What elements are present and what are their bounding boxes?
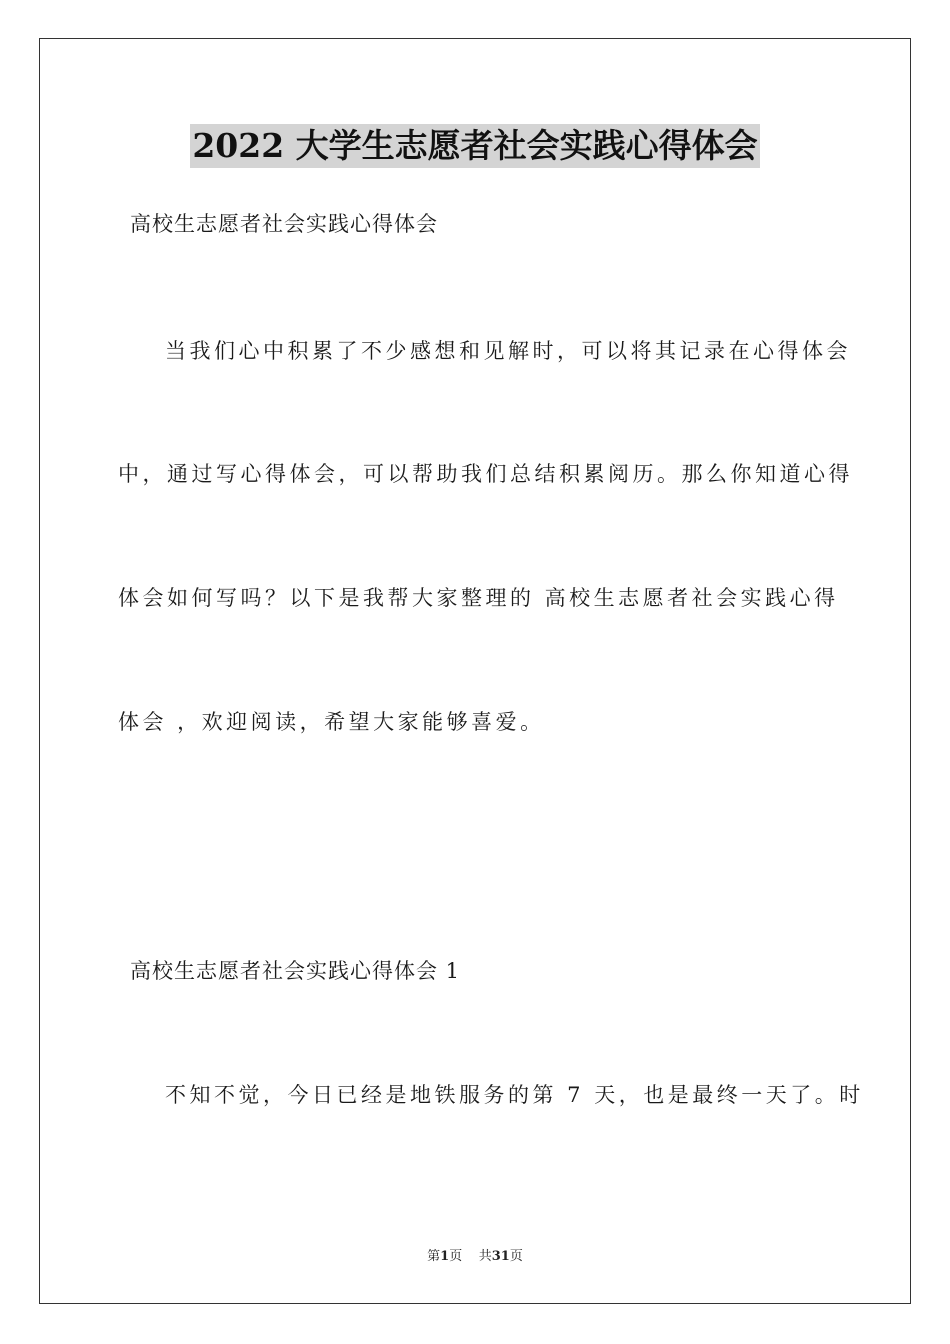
intro-line-2: 中，通过写心得体会，可以帮助我们总结积累阅历。那么你知道心得 (118, 462, 853, 486)
intro-line-3: 体会如何写吗？以下是我帮大家整理的 高校生志愿者社会实践心得 (118, 586, 839, 610)
total-pages: 31 (491, 1249, 510, 1264)
title-container (0, 124, 950, 168)
section-first-line: 不知不觉，今日已经是地铁服务的第 7 天，也是最终一天了。时 (165, 1083, 864, 1107)
intro-line-1: 当我们心中积累了不少感想和见解时，可以将其记录在心得体会 (165, 339, 851, 363)
page-footer (0, 1248, 950, 1266)
section-heading: 高校生志愿者社会实践心得体会 1 (130, 959, 461, 983)
document-title: 2022 大学生志愿者社会实践心得体会 (190, 124, 759, 168)
intro-line-4: 体会 ，欢迎阅读，希望大家能够喜爱。 (118, 710, 545, 734)
total-label-prefix: 共 (478, 1249, 492, 1264)
page-number: 1 (440, 1249, 450, 1264)
total-label-suffix: 页 (509, 1249, 523, 1264)
page-label-prefix: 第 (427, 1249, 441, 1264)
document-subtitle: 高校生志愿者社会实践心得体会 (130, 212, 438, 236)
page-label-suffix: 页 (449, 1249, 463, 1264)
